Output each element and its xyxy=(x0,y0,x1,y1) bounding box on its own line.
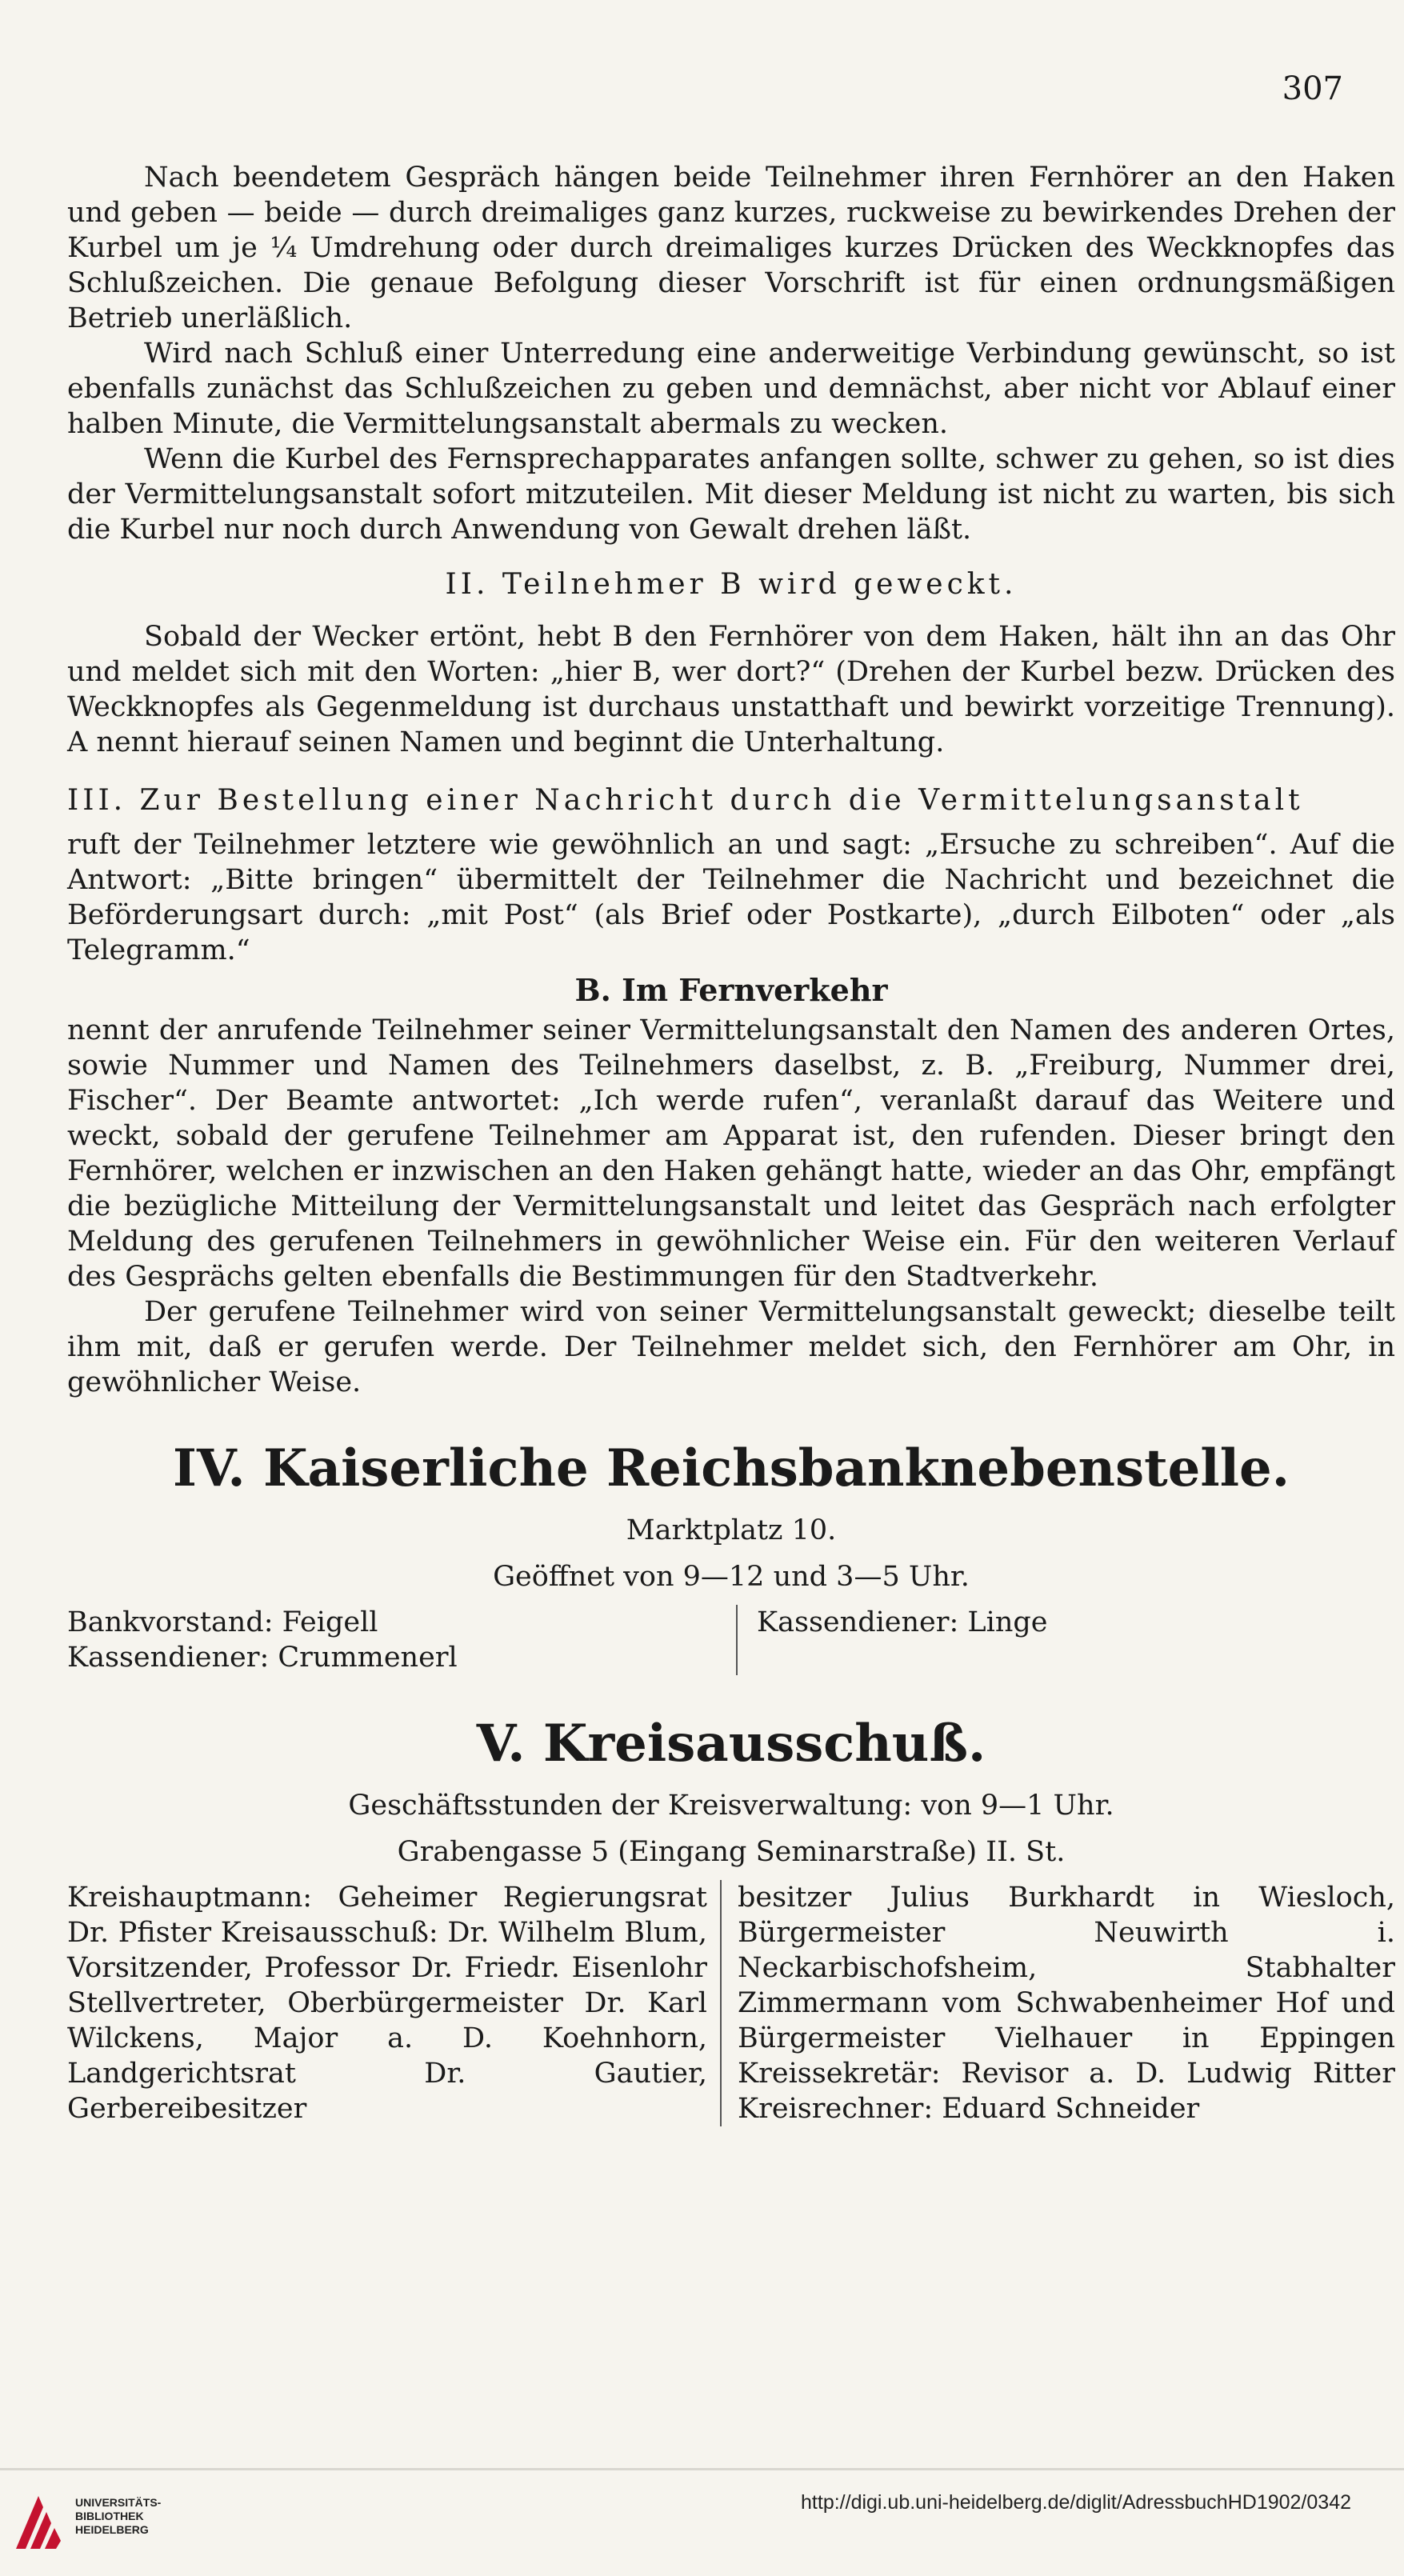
heading-section-v: V. Kreisausschuß. xyxy=(476,1714,986,1774)
paragraph-new-connection: Wird nach Schluß einer Unterredung eine anderweitige Verbindung gewünscht, so ist ebenfalls zunächst das Schlußzeichen zu geben und demnächst, aber nicht vor Ablauf einer halben Minute, die Vermittelungsanstalt abermals zu wecken. xyxy=(67,338,1395,440)
paragraph-section-iii: ruft der Teilnehmer letztere wie gewöhnlich an und sagt: „Ersuche zu schreiben“. Auf die Antwort: „Bitte bringen“ übermittelt der Teilnehmer die Nachricht und bezeichnet die Beförderungsart durch: „mit Post“ (als Brief oder Postkarte), „durch Eilboten“ oder „als Telegramm.“ xyxy=(67,829,1395,966)
staff-line: Kassendiener: Linge xyxy=(757,1606,1048,1638)
address-section-v: Grabengasse 5 (Eingang Seminarstraße) II. St. xyxy=(397,1836,1066,1868)
paragraph-hangup: Nach beendetem Gespräch hängen beide Teilnehmer ihren Fernhörer an den Haken und geben — beide — durch dreimaliges ganz kurzes, ruckweise zu bewirkendes Drehen der Kurbel um je ¼ Umdrehung oder durch dreimaliges kurzes Drücken des Weckknopfes das Schlußzeichen. Die genaue Befolgung dieser Vorschrift ist für einen ordnungsmäßigen Betrieb unerläßlich. xyxy=(67,162,1395,334)
paragraph-crank: Wenn die Kurbel des Fernsprechapparates anfangen sollte, schwer zu gehen, so ist dies der Vermittelungsanstalt sofort mitzuteilen. Mit dieser Meldung ist nicht zu warten, bis sich die Kurbel nur noch durch Anwendung von Gewalt drehen läßt. xyxy=(67,443,1395,546)
page-number: 307 xyxy=(1282,70,1343,107)
source-url-link[interactable]: http://digi.ub.uni-heidelberg.de/diglit/AdressbuchHD1902/0342 xyxy=(801,2491,1351,2514)
page-content xyxy=(67,160,1395,2126)
staff-line: Bankvorstand: Feigell xyxy=(67,1606,378,1638)
university-library-logo-icon xyxy=(11,2490,66,2554)
officials-left-column: Kreishauptmann: Geheimer Regierungsrat Dr. Pfister Kreisausschuß: Dr. Wilhelm Blum, Vorsitzender, Professor Dr. Friedr. Eisenlohr Stellvertreter, Oberbürgermeister Dr. Karl Wilckens, Major a. D. Koehnhorn, Landgerichtsrat Dr. Gautier, Gerbereibesitzer xyxy=(67,1880,722,2126)
address-section-iv: Marktplatz 10. xyxy=(626,1514,837,1546)
heading-section-iv: IV. Kaiserliche Reichsbanknebenstelle. xyxy=(173,1438,1290,1498)
footer-bar xyxy=(0,2468,1404,2576)
heading-section-ii: II. Teilnehmer B wird geweckt. xyxy=(445,568,1018,601)
staff-section-iv xyxy=(67,1605,1395,1675)
officials-right-column: besitzer Julius Burkhardt in Wiesloch, Bürgermeister Neuwirth i. Neckarbischofsheim, Stabhalter Zimmermann vom Schwabenheimer Hof und Bürgermeister Vielhauer in Eppingen Kreissekretär: Revisor a. D. Ludwig Ritter Kreisrechner: Eduard Schneider xyxy=(738,1882,1395,2125)
heading-section-iii: III. Zur Bestellung einer Nachricht durch die Vermittelungsanstalt xyxy=(67,784,1304,817)
library-name: UNIVERSITÄTS- BIBLIOTHEK HEIDELBERG xyxy=(75,2496,162,2536)
staff-line: Kassendiener: Crummenerl xyxy=(67,1642,458,1674)
paragraph-section-b-1: nennt der anrufende Teilnehmer seiner Vermittelungsanstalt den Namen des anderen Ortes, sowie Nummer und Namen des Teilnehmers daselbst, z. B. „Freiburg, Nummer drei, Fischer“. Der Beamte antwortet: „Ich werde rufen“, veranlaßt darauf das Weitere und weckt, sobald der gerufene Teilnehmer am Apparat ist, den rufenden. Dieser bringt den Fernhörer, welchen er inzwischen an den Haken gehängt hatte, wieder an das Ohr, empfängt die bezügliche Mitteilung der Vermittelungsanstalt und leitet das Gespräch nach erfolgter Meldung des gerufenen Teilnehmers in gewöhnlicher Weise ein. Für den weiteren Verlauf des Gesprächs gelten ebenfalls die Bestimmungen für den Stadtverkehr. xyxy=(67,1014,1395,1293)
hours-section-v: Geschäftsstunden der Kreisverwaltung: von 9—1 Uhr. xyxy=(348,1790,1114,1822)
heading-section-b: B. Im Fernverkehr xyxy=(574,972,888,1008)
staff-section-v xyxy=(67,1880,1395,2126)
hours-section-iv: Geöffnet von 9—12 und 3—5 Uhr. xyxy=(493,1561,970,1593)
staff-right-column xyxy=(738,1605,1395,1675)
paragraph-section-b-2: Der gerufene Teilnehmer wird von seiner Vermittelungsanstalt geweckt; dieselbe teilt ihm mit, daß er gerufen werde. Der Teilnehmer meldet sich, den Fernhörer am Ohr, in gewöhnlicher Weise. xyxy=(67,1296,1395,1398)
staff-left-column xyxy=(67,1605,738,1675)
paragraph-section-ii: Sobald der Wecker ertönt, hebt B den Fernhörer von dem Haken, hält ihn an das Ohr und meldet sich mit den Worten: „hier B, wer dort?“ (Drehen der Kurbel bezw. Drücken des Weckknopfes als Gegenmeldung ist durchaus unstatthaft und bewirkt vorzeitige Trennung). A nennt hierauf seinen Namen und beginnt die Unterhaltung. xyxy=(67,621,1395,758)
